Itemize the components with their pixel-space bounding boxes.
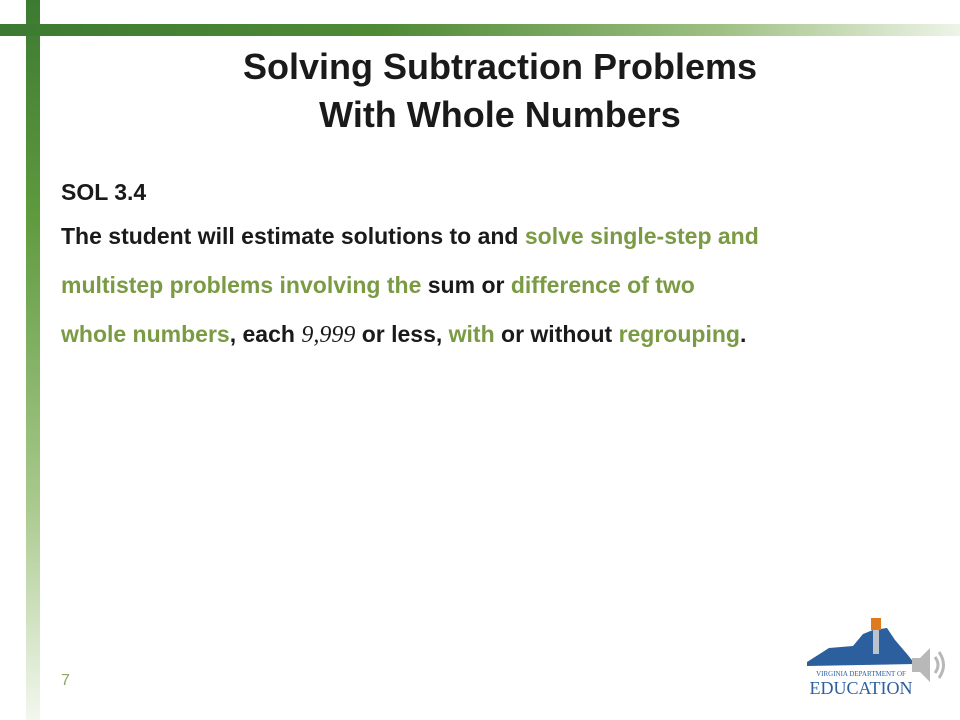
- virginia-doe-logo: [803, 618, 923, 698]
- logo-line-1: VIRGINIA DEPARTMENT OF: [816, 670, 906, 678]
- speaker-icon[interactable]: [910, 640, 950, 690]
- text-run: .: [739, 321, 747, 347]
- highlighted-text: with: [448, 321, 495, 347]
- text-run: The student will estimate solutions to and: [61, 223, 525, 249]
- logo-line-2: EDUCATION: [809, 678, 913, 698]
- title-line-2: With Whole Numbers: [319, 94, 681, 135]
- left-accent-bar: [26, 0, 40, 720]
- standard-text: [61, 212, 931, 360]
- highlighted-text: regrouping: [618, 321, 740, 347]
- text-run: , each: [229, 321, 302, 347]
- text-run: or less,: [355, 321, 449, 347]
- text-run: or without: [494, 321, 619, 347]
- highlighted-text: solve single-step and: [524, 223, 759, 249]
- slide-body: [61, 172, 931, 360]
- top-accent-bar: [0, 24, 960, 36]
- highlighted-text: whole numbers: [61, 321, 230, 347]
- title-line-1: Solving Subtraction Problems: [242, 46, 758, 87]
- slide-number: 7: [61, 672, 70, 689]
- highlighted-text: difference of two: [510, 272, 695, 298]
- number-value: 9,999: [301, 322, 356, 348]
- text-run: sum or: [427, 272, 511, 298]
- sol-label: SOL 3.4: [61, 179, 147, 205]
- slide-title: [40, 43, 960, 139]
- highlighted-text: multistep problems involving the: [61, 272, 428, 298]
